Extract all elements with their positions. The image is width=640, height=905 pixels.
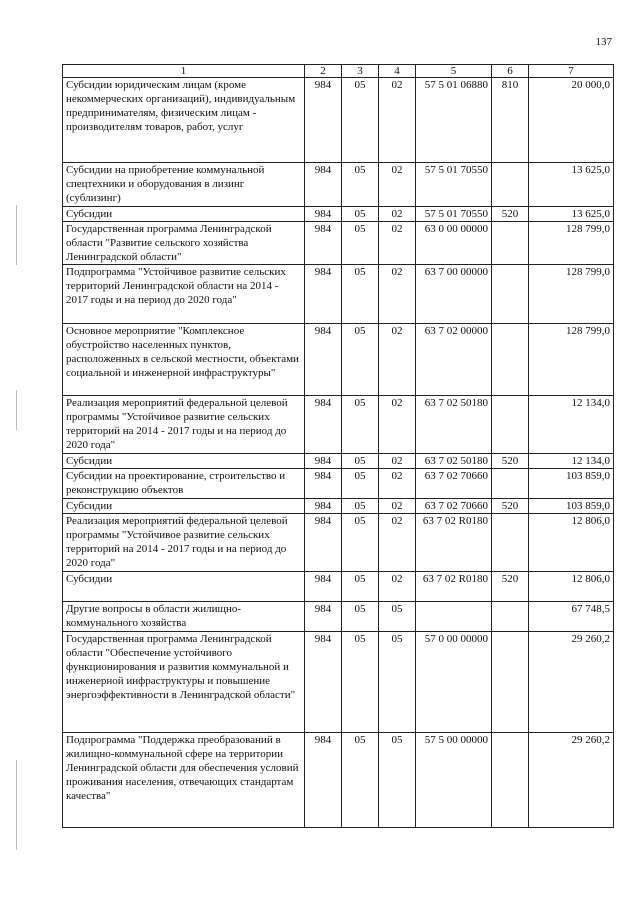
grbs-code-cell: 984 bbox=[305, 163, 342, 207]
amount-cell: 103 859,0 bbox=[529, 499, 614, 514]
page-number: 137 bbox=[595, 36, 612, 48]
budget-table bbox=[62, 64, 614, 828]
target-article-cell: 63 7 02 R0180 bbox=[416, 572, 492, 602]
table-row bbox=[63, 632, 614, 733]
expense-type-cell: 520 bbox=[492, 499, 529, 514]
table-row bbox=[63, 499, 614, 514]
section-code-cell: 05 bbox=[342, 454, 379, 469]
grbs-code-cell: 984 bbox=[305, 396, 342, 454]
amount-cell: 13 625,0 bbox=[529, 207, 614, 222]
target-article-cell: 63 0 00 00000 bbox=[416, 222, 492, 265]
table-row bbox=[63, 602, 614, 632]
section-code-cell: 05 bbox=[342, 469, 379, 499]
grbs-code-cell: 984 bbox=[305, 632, 342, 733]
subsection-code-cell: 02 bbox=[379, 163, 416, 207]
subsection-code-cell: 02 bbox=[379, 469, 416, 499]
expense-type-cell bbox=[492, 324, 529, 396]
section-code-cell: 05 bbox=[342, 514, 379, 572]
expense-type-cell bbox=[492, 602, 529, 632]
table-row bbox=[63, 324, 614, 396]
column-header: 4 bbox=[379, 65, 416, 78]
expense-type-cell: 810 bbox=[492, 78, 529, 163]
table-row bbox=[63, 733, 614, 828]
expense-type-cell: 520 bbox=[492, 572, 529, 602]
row-name-cell: Государственная программа Ленинградской области "Развитие сельского хозяйства Ленинградской области" bbox=[63, 222, 305, 265]
section-code-cell: 05 bbox=[342, 207, 379, 222]
target-article-cell: 63 7 02 00000 bbox=[416, 324, 492, 396]
subsection-code-cell: 02 bbox=[379, 222, 416, 265]
column-header: 6 bbox=[492, 65, 529, 78]
table-header-row bbox=[63, 65, 614, 78]
expense-type-cell bbox=[492, 163, 529, 207]
column-header: 7 bbox=[529, 65, 614, 78]
row-name-cell: Субсидии bbox=[63, 454, 305, 469]
expense-type-cell bbox=[492, 469, 529, 499]
target-article-cell bbox=[416, 602, 492, 632]
target-article-cell: 57 5 01 70550 bbox=[416, 163, 492, 207]
grbs-code-cell: 984 bbox=[305, 469, 342, 499]
subsection-code-cell: 02 bbox=[379, 572, 416, 602]
table-row bbox=[63, 454, 614, 469]
expense-type-cell bbox=[492, 514, 529, 572]
grbs-code-cell: 984 bbox=[305, 207, 342, 222]
row-name-cell: Основное мероприятие "Комплексное обустройство населенных пунктов, расположенных в сельской местности, объектами социальной и инженерной инфраструктуры" bbox=[63, 324, 305, 396]
subsection-code-cell: 05 bbox=[379, 733, 416, 828]
row-name-cell: Субсидии на приобретение коммунальной спецтехники и оборудования в лизинг (сублизинг) bbox=[63, 163, 305, 207]
table-row bbox=[63, 222, 614, 265]
grbs-code-cell: 984 bbox=[305, 733, 342, 828]
amount-cell: 128 799,0 bbox=[529, 324, 614, 396]
grbs-code-cell: 984 bbox=[305, 499, 342, 514]
amount-cell: 103 859,0 bbox=[529, 469, 614, 499]
expense-type-cell: 520 bbox=[492, 207, 529, 222]
row-name-cell: Реализация мероприятий федеральной целевой программы "Устойчивое развитие сельских территорий на 2014 - 2017 годы и на период до 2020 года" bbox=[63, 396, 305, 454]
section-code-cell: 05 bbox=[342, 396, 379, 454]
expense-type-cell bbox=[492, 632, 529, 733]
section-code-cell: 05 bbox=[342, 324, 379, 396]
row-name-cell: Государственная программа Ленинградской области "Обеспечение устойчивого функционирования и развития коммунальной и инженерной инфраструктуры и повышение энергоэффективности в Ленинградской области" bbox=[63, 632, 305, 733]
scan-edge-mark bbox=[16, 390, 17, 430]
target-article-cell: 63 7 02 70660 bbox=[416, 499, 492, 514]
subsection-code-cell: 02 bbox=[379, 454, 416, 469]
scan-edge-mark bbox=[16, 760, 17, 850]
row-name-cell: Подпрограмма "Поддержка преобразований в жилищно-коммунальной сфере на территории Ленинградской области для обеспечения условий проживания населения, отвечающих стандартам качества" bbox=[63, 733, 305, 828]
grbs-code-cell: 984 bbox=[305, 572, 342, 602]
row-name-cell: Субсидии на проектирование, строительство и реконструкцию объектов bbox=[63, 469, 305, 499]
target-article-cell: 63 7 02 R0180 bbox=[416, 514, 492, 572]
expense-type-cell: 520 bbox=[492, 454, 529, 469]
amount-cell: 128 799,0 bbox=[529, 265, 614, 324]
row-name-cell: Подпрограмма "Устойчивое развитие сельских территорий Ленинградской области на 2014 - 2017 годы и на период до 2020 года" bbox=[63, 265, 305, 324]
target-article-cell: 57 5 00 00000 bbox=[416, 733, 492, 828]
subsection-code-cell: 02 bbox=[379, 499, 416, 514]
section-code-cell: 05 bbox=[342, 78, 379, 163]
target-article-cell: 63 7 02 50180 bbox=[416, 396, 492, 454]
subsection-code-cell: 05 bbox=[379, 602, 416, 632]
subsection-code-cell: 05 bbox=[379, 632, 416, 733]
subsection-code-cell: 02 bbox=[379, 207, 416, 222]
scan-edge-mark bbox=[16, 205, 17, 265]
target-article-cell: 63 7 02 50180 bbox=[416, 454, 492, 469]
row-name-cell: Субсидии юридическим лицам (кроме некоммерческих организаций), индивидуальным предпринимателям, физическим лицам - производителям товаров, работ, услуг bbox=[63, 78, 305, 163]
subsection-code-cell: 02 bbox=[379, 396, 416, 454]
subsection-code-cell: 02 bbox=[379, 514, 416, 572]
grbs-code-cell: 984 bbox=[305, 222, 342, 265]
section-code-cell: 05 bbox=[342, 733, 379, 828]
table-row bbox=[63, 207, 614, 222]
subsection-code-cell: 02 bbox=[379, 78, 416, 163]
column-header: 2 bbox=[305, 65, 342, 78]
target-article-cell: 63 7 00 00000 bbox=[416, 265, 492, 324]
grbs-code-cell: 984 bbox=[305, 78, 342, 163]
row-name-cell: Другие вопросы в области жилищно-коммунального хозяйства bbox=[63, 602, 305, 632]
column-header: 5 bbox=[416, 65, 492, 78]
table-row bbox=[63, 78, 614, 163]
expense-type-cell bbox=[492, 733, 529, 828]
amount-cell: 12 806,0 bbox=[529, 572, 614, 602]
amount-cell: 12 806,0 bbox=[529, 514, 614, 572]
column-header: 1 bbox=[63, 65, 305, 78]
amount-cell: 12 134,0 bbox=[529, 454, 614, 469]
grbs-code-cell: 984 bbox=[305, 602, 342, 632]
target-article-cell: 57 0 00 00000 bbox=[416, 632, 492, 733]
amount-cell: 67 748,5 bbox=[529, 602, 614, 632]
column-header: 3 bbox=[342, 65, 379, 78]
grbs-code-cell: 984 bbox=[305, 514, 342, 572]
section-code-cell: 05 bbox=[342, 632, 379, 733]
target-article-cell: 63 7 02 70660 bbox=[416, 469, 492, 499]
expense-type-cell bbox=[492, 222, 529, 265]
table-row bbox=[63, 265, 614, 324]
amount-cell: 20 000,0 bbox=[529, 78, 614, 163]
table-row bbox=[63, 572, 614, 602]
section-code-cell: 05 bbox=[342, 163, 379, 207]
section-code-cell: 05 bbox=[342, 222, 379, 265]
grbs-code-cell: 984 bbox=[305, 454, 342, 469]
row-name-cell: Субсидии bbox=[63, 207, 305, 222]
section-code-cell: 05 bbox=[342, 572, 379, 602]
amount-cell: 13 625,0 bbox=[529, 163, 614, 207]
subsection-code-cell: 02 bbox=[379, 265, 416, 324]
section-code-cell: 05 bbox=[342, 602, 379, 632]
row-name-cell: Субсидии bbox=[63, 572, 305, 602]
table-row bbox=[63, 396, 614, 454]
table-row bbox=[63, 469, 614, 499]
subsection-code-cell: 02 bbox=[379, 324, 416, 396]
target-article-cell: 57 5 01 06880 bbox=[416, 78, 492, 163]
section-code-cell: 05 bbox=[342, 499, 379, 514]
table-row bbox=[63, 514, 614, 572]
row-name-cell: Субсидии bbox=[63, 499, 305, 514]
row-name-cell: Реализация мероприятий федеральной целевой программы "Устойчивое развитие сельских территорий на 2014 - 2017 годы и на период до 2020 года" bbox=[63, 514, 305, 572]
amount-cell: 29 260,2 bbox=[529, 632, 614, 733]
table-row bbox=[63, 163, 614, 207]
expense-type-cell bbox=[492, 265, 529, 324]
target-article-cell: 57 5 01 70550 bbox=[416, 207, 492, 222]
grbs-code-cell: 984 bbox=[305, 324, 342, 396]
expense-type-cell bbox=[492, 396, 529, 454]
amount-cell: 29 260,2 bbox=[529, 733, 614, 828]
amount-cell: 12 134,0 bbox=[529, 396, 614, 454]
grbs-code-cell: 984 bbox=[305, 265, 342, 324]
section-code-cell: 05 bbox=[342, 265, 379, 324]
amount-cell: 128 799,0 bbox=[529, 222, 614, 265]
